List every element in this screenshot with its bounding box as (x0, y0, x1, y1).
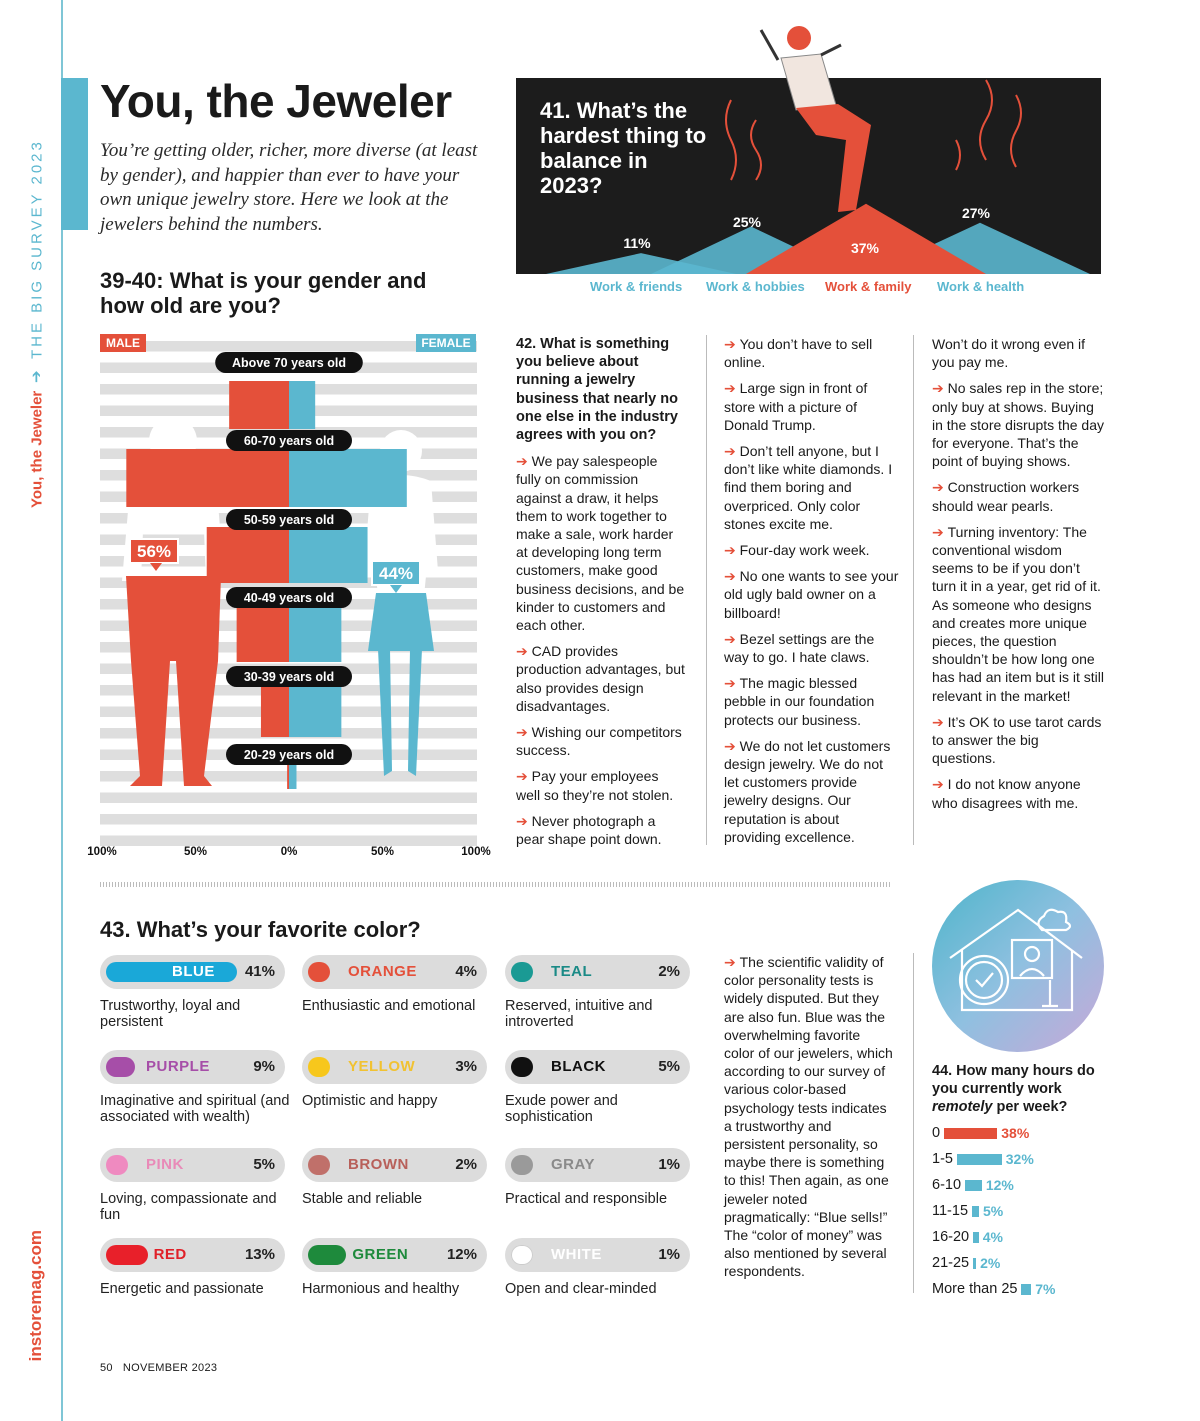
color-pill-green (302, 1238, 487, 1272)
q42-answer (516, 812, 686, 848)
q42-answer-text: No sales rep in the store; only buy at shows. Buying in the store disrupts the day for everyone. That’s the point of buying shows. (932, 380, 1104, 470)
column-divider (913, 335, 914, 845)
age-label: 50-59 years old (243, 513, 335, 527)
color-swatch (511, 1057, 533, 1077)
color-name: PINK (146, 1156, 184, 1173)
color-description: Enthusiastic and emotional (302, 998, 476, 1014)
color-name: RED (153, 1246, 187, 1263)
hours-bar (1021, 1284, 1031, 1295)
column-divider (706, 335, 707, 845)
color-description: Practical and responsible (505, 1191, 668, 1207)
color-swatch (308, 962, 330, 982)
motion-line (1011, 95, 1021, 167)
q42-answer (932, 478, 1104, 514)
q42-column-3 (932, 335, 1104, 820)
color-name: ORANGE (348, 963, 417, 980)
q42-answer (932, 713, 1104, 768)
q42-answer-text: You don’t have to sell online. (724, 336, 873, 371)
color-swatch (106, 1245, 148, 1265)
q42-answer (724, 335, 899, 371)
grid-stripe (100, 793, 477, 804)
color-pill-white (505, 1238, 690, 1272)
q41-value-label: 27% (961, 205, 991, 221)
arrow-icon: ➔ (516, 643, 532, 660)
arrow-icon: ➔ (724, 568, 740, 585)
arrow-icon: ➔ (724, 954, 740, 970)
figure-head (787, 26, 811, 50)
color-pct: 2% (658, 963, 680, 980)
arrow-icon: ➔ (724, 380, 740, 397)
q42-answer-text: The magic blessed pebble in our foundation protects our business. (724, 675, 875, 728)
q44-title-a: 44. How many hours do you currently work (932, 1063, 1095, 1097)
age-label: 60-70 years old (243, 434, 335, 448)
hours-label: 1-5 (932, 1151, 953, 1167)
hours-row (932, 1123, 1029, 1143)
q42-column-2 (724, 335, 899, 854)
side-survey-text: THE BIG SURVEY 2023 (28, 139, 46, 360)
arrow-icon: ➔ (724, 737, 740, 754)
color-pill-pink (100, 1148, 285, 1182)
q42-list-1 (516, 452, 686, 848)
color-pct: 13% (244, 1246, 275, 1263)
hours-bar (972, 1206, 979, 1217)
male-bar (126, 449, 289, 507)
color-pct: 4% (455, 963, 477, 980)
hours-value: 12% (985, 1177, 1014, 1193)
hours-value: 32% (1005, 1151, 1034, 1167)
q41-value-label: 11% (623, 235, 651, 251)
arrow-icon: ➔ (516, 768, 532, 785)
color-name: YELLOW (348, 1058, 416, 1075)
page-footer (100, 1362, 217, 1374)
age-label: 40-49 years old (243, 591, 335, 605)
color-description: Energetic and passionate (100, 1281, 264, 1297)
color-pill-orange (302, 955, 487, 989)
hours-row (932, 1149, 1034, 1169)
male-bar (207, 527, 289, 583)
hours-row (932, 1279, 1055, 1299)
arrow-icon: ➔ (516, 812, 532, 829)
color-name: GREEN (352, 1246, 409, 1263)
female-pct: 44% (378, 564, 414, 583)
q3940-title: 39-40: What is your gender and how old are you? (100, 268, 427, 318)
color-pct: 5% (658, 1058, 680, 1075)
q42-answer (516, 767, 686, 803)
column-divider (913, 953, 914, 1293)
color-description: Optimistic and happy (302, 1093, 438, 1109)
female-bar (289, 381, 315, 429)
q41-value-label: 25% (732, 214, 762, 230)
color-pct: 41% (244, 963, 275, 980)
q42-answer-text: CAD provides production advantages, but also provides design disadvantages. (516, 643, 685, 714)
color-pct: 3% (455, 1058, 477, 1075)
motion-line (980, 80, 992, 160)
motion-line (956, 140, 960, 170)
grid-stripe (100, 836, 477, 847)
color-pill-black (505, 1050, 690, 1084)
q42-answer (932, 523, 1104, 705)
color-swatch (511, 1245, 533, 1265)
color-pct: 1% (658, 1156, 680, 1173)
color-description: Harmonious and healthy (302, 1281, 460, 1297)
axis-tick-label: 50% (183, 846, 208, 858)
color-pct: 2% (455, 1156, 477, 1173)
hours-label: More than 25 (932, 1281, 1018, 1297)
q42-answer-text: No one wants to see your old ugly bald owner on a billboard! (724, 568, 899, 621)
house-clock-icon (932, 880, 1104, 1052)
arrow-icon: ➔ (724, 443, 740, 460)
q42-answer-text: Don’t tell anyone, but I don’t like white diamonds. I find them boring and overpriced. Only color stones excite me. (724, 443, 893, 532)
hours-row (932, 1227, 1003, 1247)
arrow-icon: ➔ (724, 542, 740, 559)
hours-row (932, 1253, 1000, 1273)
color-pct: 9% (253, 1058, 275, 1075)
male-label: MALE (106, 336, 140, 350)
hours-label: 16-20 (932, 1229, 970, 1245)
female-bar (289, 449, 407, 507)
section-divider (100, 882, 892, 887)
hours-value: 2% (980, 1255, 1001, 1271)
hours-label: 6-10 (932, 1177, 962, 1193)
male-bar (237, 606, 289, 662)
q41-label-family: Work & family (825, 279, 912, 294)
color-description: Reserved, intuitive and introverted (505, 998, 653, 1030)
figure-legs (796, 104, 871, 212)
hours-bar (965, 1180, 982, 1191)
arrow-icon: ➔ (724, 336, 740, 352)
female-bar (289, 685, 341, 737)
color-pill-red (100, 1238, 285, 1272)
hours-row (932, 1175, 1014, 1195)
color-pill-purple (100, 1050, 285, 1084)
q43-note-text: The scientific validity of color personality tests is widely disputed. But they are also fun. Blue was the overwhelming favorite color of our jewelers, which according to our survey of various color-based psychology tests indicates a trustworthy and persistent personality, so maybe there is something to this! Then again, as one jeweler noted pragmatically: “Blue sells!” The “color of money” was also mentioned by several respondents. (724, 954, 893, 1280)
issue-date: NOVEMBER 2023 (122, 1362, 218, 1374)
color-pill-brown (302, 1148, 487, 1182)
q42-question: 42. What is something you believe about running a jewelry business that nearly no one else in the industry agrees with you on? (516, 336, 678, 444)
color-name: BLUE (172, 963, 215, 980)
color-pill-yellow (302, 1050, 487, 1084)
arrow-icon: ➔ (932, 523, 948, 540)
q42-answer-text: We pay salespeople fully on commission against a draw, it helps them to work together to make a sale, work harder at developing long term customers, make good business decisions, and be kinder to customers and each other. (516, 453, 685, 634)
color-swatch (308, 1155, 330, 1175)
color-description: Trustworthy, loyal and persistent (100, 998, 241, 1030)
q42-answer (724, 674, 899, 729)
arrow-icon: ➔ (932, 713, 948, 730)
axis-tick-label: 100% (87, 846, 117, 858)
male-bar (287, 763, 289, 789)
q41-value-label: 37% (850, 240, 880, 256)
q42-answer-text: I do not know anyone who disagrees with me. (932, 776, 1081, 811)
female-label: FEMALE (421, 336, 471, 350)
q42-answer (724, 379, 899, 434)
q42-answer-text: Four-day work week. (739, 542, 870, 559)
q41-label-hobbies: Work & hobbies (706, 279, 805, 294)
color-pct: 5% (253, 1156, 275, 1173)
q42-answer (516, 723, 686, 759)
male-bar (229, 381, 289, 429)
hours-label: 21-25 (932, 1255, 970, 1271)
color-swatch (308, 1245, 346, 1265)
intro-text: You’re getting older, richer, more diverse (at least by gender), and happier than ever to have your own unique jewelry store. Here we look at the jewelers behind the numbers. (100, 140, 478, 235)
color-description: Imaginative and spiritual (and associated with wealth) (100, 1093, 290, 1125)
hours-bar (973, 1258, 976, 1269)
q44-title-em: remotely (932, 1099, 993, 1115)
color-name: TEAL (551, 963, 593, 980)
hours-label: 11-15 (932, 1203, 969, 1219)
q44-title (932, 1062, 1102, 1116)
hours-bar (957, 1154, 1002, 1165)
arrow-icon: ➔ (516, 453, 532, 470)
color-swatch (106, 1155, 128, 1175)
color-swatch (106, 1057, 135, 1077)
hours-value: 4% (982, 1229, 1003, 1245)
color-swatch (511, 1155, 533, 1175)
q42-answer (516, 642, 686, 715)
color-name: WHITE (551, 1246, 602, 1263)
q41-label-health: Work & health (937, 279, 1025, 294)
female-skirt-silhouette (368, 593, 434, 651)
hours-bar (973, 1232, 979, 1243)
arrow-icon: ➔ (932, 479, 948, 496)
q44-title-b: per week? (992, 1099, 1068, 1115)
color-name: PURPLE (146, 1058, 210, 1075)
arrow-icon: ➔ (28, 367, 45, 383)
site-link[interactable]: instoremag.com (26, 1230, 45, 1362)
q42-answer (724, 737, 899, 846)
axis-tick-label: 100% (461, 846, 491, 858)
color-pct: 1% (658, 1246, 680, 1263)
q43-note (724, 953, 894, 1289)
q42-answer (724, 541, 899, 559)
q42-answer (516, 452, 686, 634)
color-pill-blue (100, 955, 285, 989)
arrow-icon: ➔ (724, 630, 740, 647)
color-pct: 12% (446, 1246, 477, 1263)
gender-age-chart (86, 331, 506, 861)
q42-answer-text: Construction workers should wear pearls. (932, 479, 1080, 514)
q42-answer (932, 775, 1104, 811)
page-number: 50 (100, 1362, 113, 1374)
female-bar (289, 763, 296, 789)
axis-tick-label: 50% (370, 846, 395, 858)
q42-answer-text: Large sign in front of store with a picture of Donald Trump. (724, 380, 868, 433)
q43-title: 43. What’s your favorite color? (100, 917, 421, 942)
color-pill-teal (505, 955, 690, 989)
hours-label: 0 (932, 1125, 941, 1141)
remote-work-illustration (932, 880, 1104, 1052)
male-pct: 56% (136, 542, 172, 561)
q42-answer-text: Bezel settings are the way to go. I hate claws. (724, 630, 875, 666)
q42-answer-text: We do not let customers design jewelry. We do not let customers provide jewelry designs. Our reputation is about providing excellence. (724, 737, 891, 845)
grid-stripe (100, 814, 477, 825)
color-pill-gray (505, 1148, 690, 1182)
q42-answer-continued: Won’t do it wrong even if you pay me. (932, 336, 1086, 371)
age-label: Above 70 years old (232, 356, 346, 370)
color-description: Open and clear-minded (505, 1281, 657, 1297)
color-description: Loving, compassionate and fun (100, 1191, 277, 1223)
male-pct-pointer (150, 563, 162, 571)
q42-list-2 (724, 335, 899, 846)
color-name: GRAY (551, 1156, 595, 1173)
color-swatch (511, 962, 533, 982)
hours-bar (944, 1128, 997, 1139)
q41-label-friends: Work & friends (590, 279, 683, 294)
arrow-icon: ➔ (724, 675, 740, 692)
q41-title: 41. What’s the hardest thing to balance in 2023? (540, 98, 707, 198)
arrow-icon: ➔ (516, 724, 532, 741)
hours-value: 7% (1035, 1281, 1056, 1297)
q42-answer-text: Never photograph a pear shape point down. (516, 812, 662, 848)
female-bar (289, 606, 341, 662)
q42-column-1 (516, 335, 686, 856)
motion-line (726, 100, 736, 180)
side-section-label: You, the Jeweler (28, 390, 46, 508)
hours-row (932, 1201, 1003, 1221)
color-swatch (308, 1057, 330, 1077)
page-title: You, the Jeweler (100, 75, 452, 127)
q42-list-3 (932, 379, 1104, 811)
axis-tick-label: 0% (280, 846, 298, 858)
age-label: 30-39 years old (243, 670, 335, 684)
q42-answer (724, 630, 899, 666)
color-description: Exude power and sophistication (505, 1093, 618, 1125)
figure-shirt (781, 54, 836, 110)
q42-answer-text: Wishing our competitors success. (516, 724, 682, 759)
hours-value: 5% (983, 1203, 1004, 1219)
motion-line (751, 120, 761, 180)
accent-bar (61, 78, 88, 230)
hours-value: 38% (1001, 1125, 1030, 1141)
q42-answer (932, 379, 1104, 470)
male-bar (261, 685, 289, 737)
age-label: 20-29 years old (243, 748, 335, 762)
q42-answer-text: Turning inventory: The conventional wisdom seems to be if you don’t turn it in a year, get rid of it. As someone who designs and creates more unique pieces, the question shouldn’t be how long one has had an item but is it still relevant in the market! (932, 523, 1104, 704)
color-name: BROWN (348, 1156, 409, 1173)
color-description: Stable and reliable (302, 1191, 423, 1207)
arrow-icon: ➔ (932, 380, 948, 397)
q42-answer (724, 567, 899, 622)
q42-answer-text: Pay your employees well so they’re not stolen. (516, 768, 674, 803)
arrow-icon: ➔ (932, 776, 948, 793)
q42-answer-text: It’s OK to use tarot cards to answer the big questions. (932, 713, 1102, 767)
q42-answer (724, 442, 899, 533)
color-name: BLACK (551, 1058, 606, 1075)
side-survey-label (28, 78, 46, 508)
female-bar (289, 527, 368, 583)
